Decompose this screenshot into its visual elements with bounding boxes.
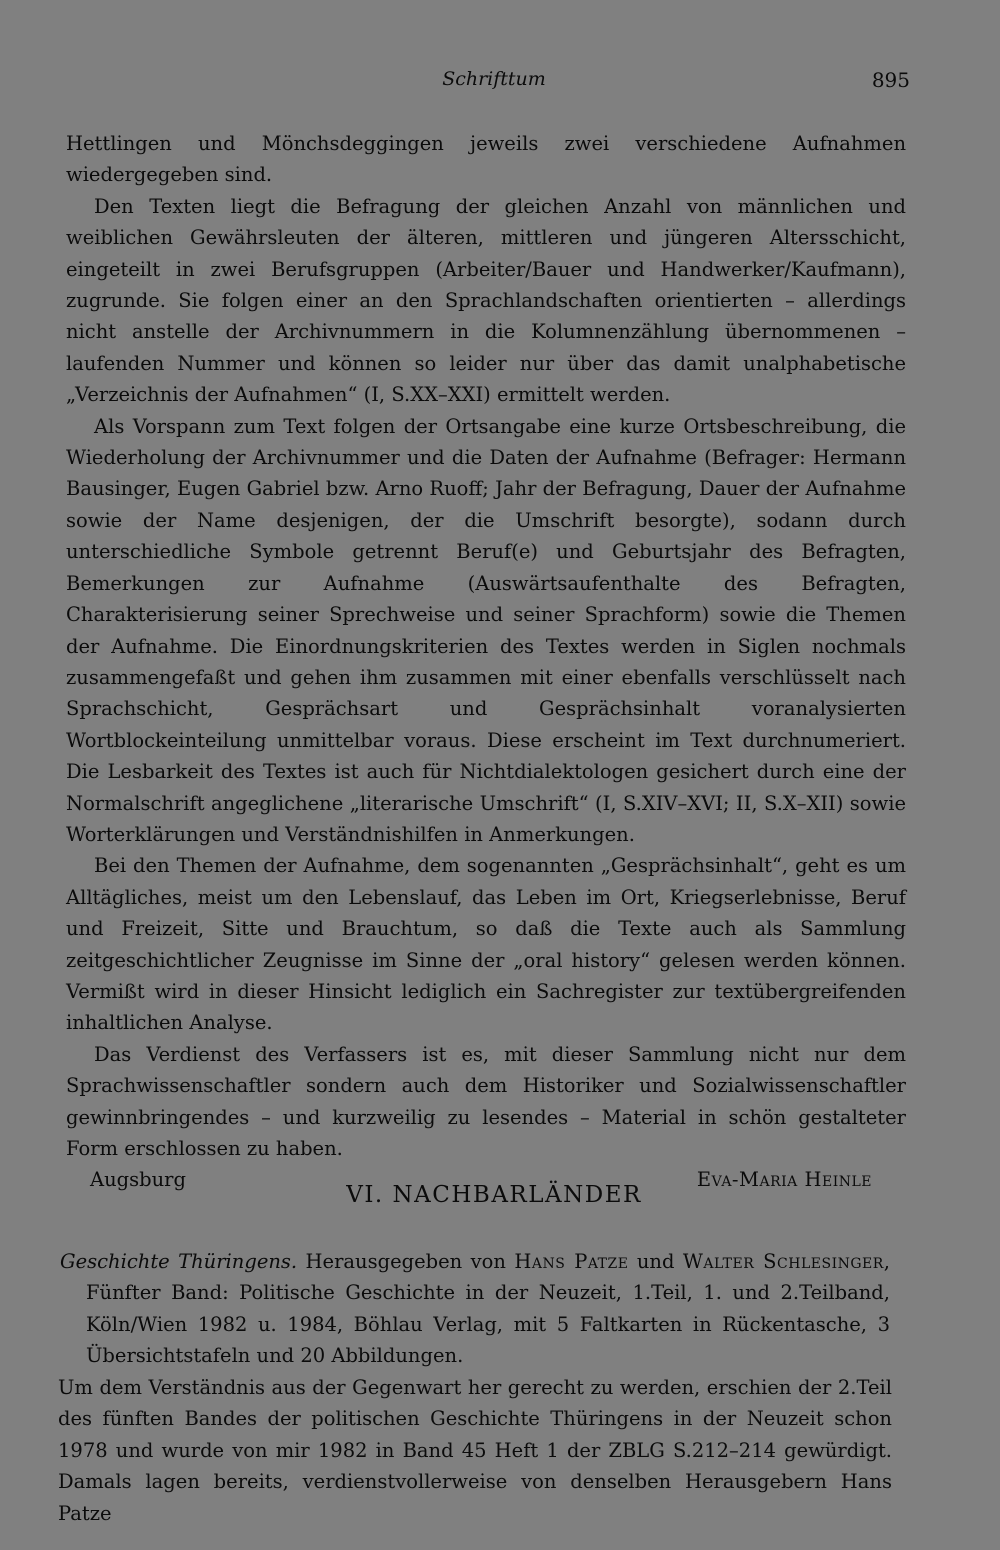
book-title: Geschichte Thüringens. <box>60 1250 298 1273</box>
review-text-heinle <box>66 128 906 1196</box>
running-title: Schrifttum <box>442 68 546 90</box>
paragraph-2: Den Texten liegt die Befragung der gleichen Anzahl von männlichen und weiblichen Gewährsleuten der älteren, mittleren und jüngeren Altersschicht, eingeteilt in zwei Berufsgruppen (Arbeiter/Bauer und Handwerker/Kaufmann), zugrunde. Sie folgen einer an den Sprachlandschaften orientierten – allerdings nicht anstelle der Archivnummern in die Kolumnenzählung übernommenen – laufenden Nummer und können so leider nur über das damit unalphabetische „Verzeichnis der Aufnahmen“ (I, S.XX–XXI) ermittelt werden. <box>66 194 906 407</box>
citation-part-2: und <box>628 1250 683 1273</box>
paragraph-5: Das Verdienst des Verfassers ist es, mit dieser Sammlung nicht nur dem Sprachwissenschaftler sondern auch dem Historiker und Sozialwissenschaftler gewinnbringendes – und kurzweilig zu lesendes – Material in schön gestalteter Form erschlossen zu haben. <box>66 1042 906 1160</box>
bibliographic-entry <box>60 1246 890 1372</box>
citation-part-1: Herausgegeben von <box>297 1250 515 1273</box>
editor-1: Hans Patze <box>514 1250 629 1273</box>
section-heading: VI. NACHBARLÄNDER <box>346 1182 642 1208</box>
citation-part-3: , Fünfter Band: Politische Geschichte in der Neuzeit, 1.Teil, 1. und 2.Teilband, Köln/Wien 1982 u. 1984, Böhlau Verlag, mit 5 Faltkarten in Rückentasche, 3 Übersichtstafeln und 20 Abbildungen. <box>86 1250 890 1368</box>
review-text-thueringen <box>58 1372 892 1529</box>
citation <box>60 1246 890 1372</box>
reviewer-name: Eva-Maria Heinle <box>696 1168 872 1192</box>
review-body: Um dem Verständnis aus der Gegenwart her gerecht zu werden, erschien der 2.Teil des fünften Bandes der politischen Geschichte Thüringens in der Neuzeit schon 1978 und wurde von mir 1982 in Band 45 Heft 1 der ZBLG S.212–214 gewürdigt. Damals lagen bereits, verdienstvollerweise von denselben Herausgebern Hans Patze <box>58 1376 892 1525</box>
review-place: Augsburg <box>90 1168 186 1192</box>
paragraph-4: Bei den Themen der Aufnahme, dem sogenannten „Gesprächsinhalt“, geht es um Alltägliches, meist um den Lebenslauf, das Leben im Ort, Kriegserlebnisse, Beruf und Freizeit, Sitte und Brauchtum, so daß die Texte auch als Sammlung zeitgeschichtlicher Zeugnisse im Sinne der „oral history“ gelesen werden können. Vermißt wird in dieser Hinsicht lediglich ein Sachregister zur textübergreifenden inhaltlichen Analyse. <box>66 854 906 1035</box>
editor-2: Walter Schlesinger <box>682 1250 884 1273</box>
page-number: 895 <box>871 68 910 92</box>
paragraph-3: Als Vorspann zum Text folgen der Ortsangabe eine kurze Ortsbeschreibung, die Wiederholung der Archivnummer und die Daten der Aufnahme (Befrager: Hermann Bausinger, Eugen Gabriel bzw. Arno Ruoff; Jahr der Befragung, Dauer der Aufnahme sowie der Name desjenigen, der die Umschrift besorgte), sodann durch unterschiedliche Symbole getrennt Beruf(e) und Geburtsjahr des Befragten, Bemerkungen zur Aufnahme (Auswärtsaufenthalte des Befragten, Charakterisierung seiner Sprechweise und seiner Sprachform) sowie die Themen der Aufnahme. Die Einordnungskriterien des Textes werden in Siglen nochmals zusammengefaßt und gehen ihm zusammen mit einer ebenfalls verschlüsselt nach Sprachschicht, Gesprächsart und Gesprächsinhalt voranalysierten Wortblockeinteilung unmittelbar voraus. Diese erscheint im Text durchnumeriert. Die Lesbarkeit des Textes ist auch für Nichtdialektologen gesichert durch eine der Normalschrift angeglichene „literarische Umschrift“ (I, S.XIV–XVI; II, S.X–XII) sowie Worterklärungen und Verständnishilfen in Anmerkungen. <box>66 414 906 846</box>
running-head <box>0 66 1000 96</box>
paragraph-1: Hettlingen und Mönchsdeggingen jeweils zwei verschiedene Aufnahmen wiedergegeben sind. <box>66 132 906 187</box>
